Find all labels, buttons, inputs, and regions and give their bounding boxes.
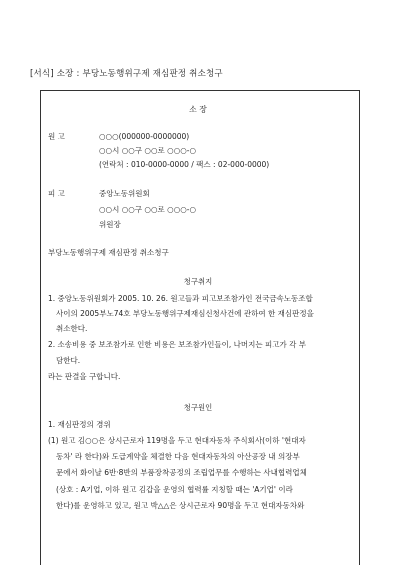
claim-line: 취소한다.: [56, 324, 88, 333]
claim-line: 2. 소송비용 중 보조참가로 인한 비용은 보조참가인들이, 나머지는 피고가 각 부: [48, 340, 306, 349]
plaintiff-address: ○○시 ○○구 ○○로 ○○○-○: [99, 146, 197, 155]
cause-line: 동차' 라 한다)와 도급계약을 체결한 다음 현대자동차의 아산공장 내 의장부: [56, 452, 300, 461]
defendant-name: 중앙노동위원회: [99, 189, 150, 198]
section-title: 1. 재심판정의 경위: [48, 420, 111, 429]
claim-heading: 청구취지: [183, 277, 213, 286]
document-frame: [40, 90, 360, 565]
defendant-address: ○○시 ○○구 ○○로 ○○○-○: [99, 205, 197, 214]
plaintiff-contact: (연락처 : 010-0000-0000 / 팩스 : 02-000-0000): [99, 160, 270, 169]
plaintiff-label: 원 고: [48, 132, 65, 141]
cause-heading: 청구원인: [183, 403, 213, 412]
claim-line: 1. 중앙노동위원회가 2005. 10. 26. 원고들과 피고보조참가인 전국금속노동조합: [48, 294, 313, 303]
claim-line: 사이의 2005부노74호 부당노동행위구제재심신청사건에 관하여 한 재심판정을: [56, 309, 314, 318]
plaintiff-name: ○○○(000000-0000000): [99, 132, 190, 141]
defendant-label: 피 고: [48, 189, 65, 198]
cause-line: (1) 원고 김○○은 상시근로자 119명을 두고 현대자동차 주식회사(이하 '현대자: [48, 436, 306, 445]
defendant-representative: 위원장: [99, 220, 121, 229]
cause-line: (상호 : A기업, 이하 원고 김갑을 운영의 협력률 지칭할 때는 'A기업' 이라: [56, 485, 293, 494]
cause-line: 한다)를 운영하고 있고, 원고 박△△은 상시근로자 90명을 두고 현대자동차와: [56, 501, 305, 510]
case-title: 부당노동행위구제 재심판정 취소청구: [48, 248, 169, 257]
claim-line: 라는 판결을 구합니다.: [48, 372, 121, 381]
claim-line: 담한다.: [56, 356, 81, 365]
document-title: 소 장: [189, 105, 207, 114]
page-header: [서식] 소장 : 부당노동행위구제 재심판정 취소청구: [30, 69, 223, 79]
cause-line: 문에서 화이날 6반·8반의 부품장착공정의 조립업무를 수행하는 사내협력업체: [56, 468, 307, 477]
